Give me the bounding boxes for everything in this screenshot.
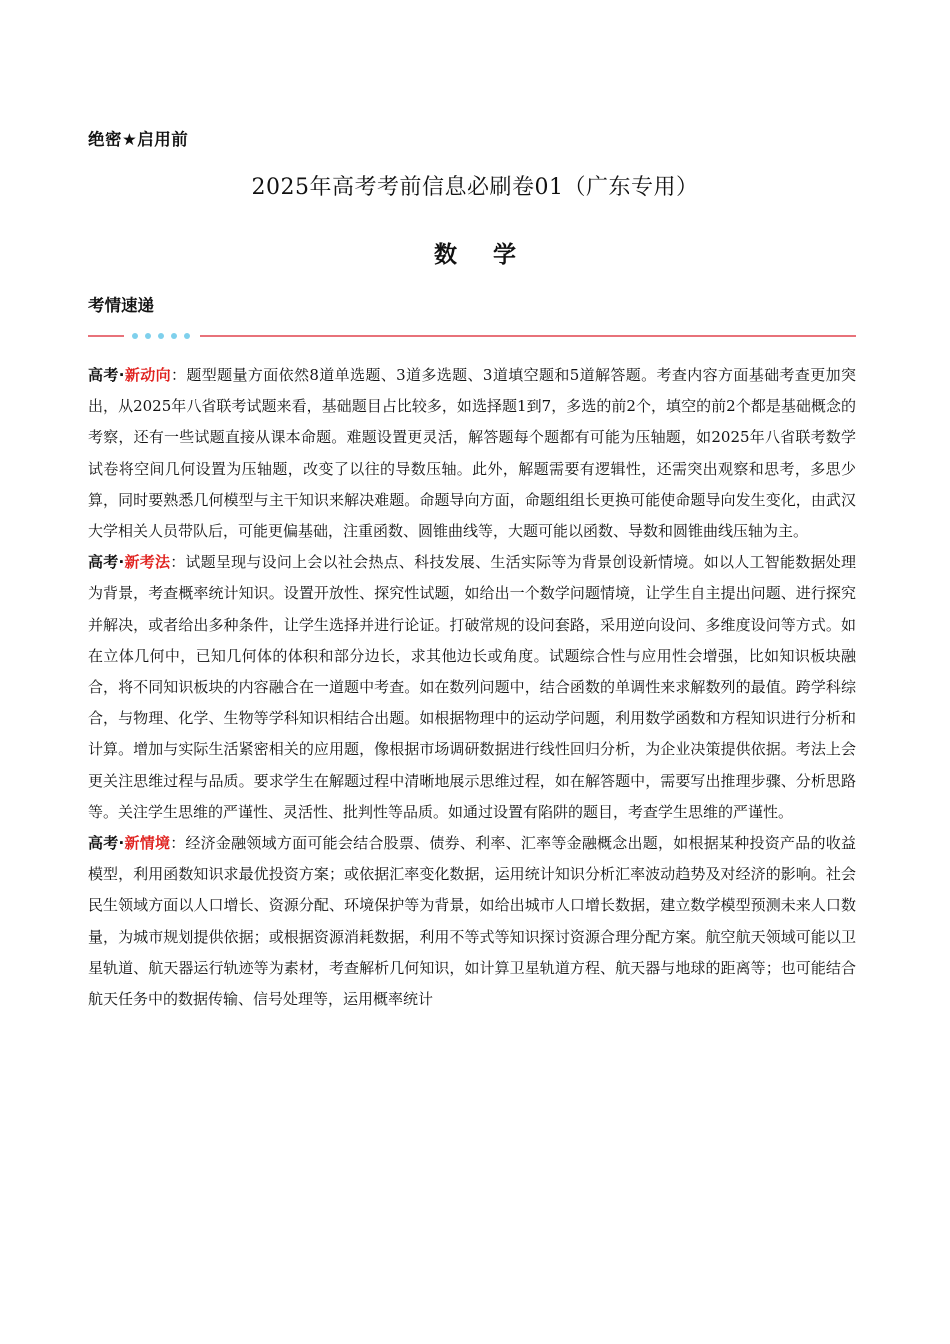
paragraph-label-highlight: 新情境 [124, 834, 171, 853]
paragraph-new-method [88, 547, 856, 828]
paragraph-text: ：试题呈现与设问上会以社会热点、科技发展、生活实际等为背景创设新情境。如以人工智能数据处理为背景，考查概率统计知识。设置开放性、探究性试题，如给出一个数学问题情境，让学生自主提出问题、进行探究并解决，或者给出多种条件，让学生选择并进行论证。打破常规的设问套路，采用逆向设问、多维度设问等方式。如在立体几何中，已知几何体的体积和部分边长，求其他边长或角度。试题综合性与应用性会增强，比如知识板块融合，将不同知识板块的内容融合在一道题中考查。如在数列问题中，结合函数的单调性来求解数列的最值。跨学科综合，与物理、化学、生物等学科知识相结合出题。如根据物理中的运动学问题，利用数学函数和方程知识进行分析和计算。增加与实际生活紧密相关的应用题，像根据市场调研数据进行线性回归分析，为企业决策提供依据。考法上会更关注思维过程与品质。要求学生在解题过程中清晰地展示思维过程，如在解答题中，需要写出推理步骤、分析思路等。关注学生思维的严谨性、灵活性、批判性等品质。如通过设置有陷阱的题目，考查学生思维的严谨性。 [88, 553, 856, 821]
section-heading: 考情速递 [88, 296, 154, 315]
paragraph-text: ：经济金融领域方面可能会结合股票、债券、利率、汇率等金融概念出题，如根据某种投资产品的收益模型，利用函数知识求最优投资方案；或依据汇率变化数据，运用统计知识分析汇率波动趋势及对经济的影响。社会民生领域方面以人口增长、资源分配、环境保护等为背景，如给出城市人口增长数据，建立数学模型预测未来人口数量，为城市规划提供依据；或根据资源消耗数据，利用不等式等知识探讨资源合理分配方案。航空航天领域可能以卫星轨道、航天器运行轨迹等为素材，考查解析几何知识，如计算卫星轨道方程、航天器与地球的距离等；也可能结合航天任务中的数据传输、信号处理等，运用概率统计 [88, 834, 856, 1009]
divider-line-right [200, 335, 856, 337]
subject-title: 数 学 [433, 242, 530, 268]
divider-dot [132, 333, 138, 339]
paragraph-label-highlight: 新动向 [124, 366, 171, 384]
paragraph-label-prefix: 高考· [88, 834, 125, 853]
page-title: 2025年高考考前信息必刷卷01（广东专用） [251, 175, 699, 200]
paragraph-text: ：题型题量方面依然8道单选题、3道多选题、3道填空题和5道解答题。考查内容方面基础考查更加突出，从2025年八省联考试题来看，基础题目占比较多，如选择题1到7，多选的前2个，填空的前2个都是基础概念的考察，还有一些试题直接从课本命题。难题设置更灵活，解答题每个题都有可能为压轴题，如2025年八省联考数学试卷将空间几何设置为压轴题，改变了以往的导数压轴。此外，解题需要有逻辑性，还需突出观察和思考，多思少算，同时要熟悉几何模型与主干知识来解决难题。命题导向方面，命题组组长更换可能使命题导向发生变化，由武汉大学相关人员带队后，可能更偏基础，注重函数、圆锥曲线等，大题可能以函数、导数和圆锥曲线压轴为主。 [88, 366, 856, 541]
divider-dot [184, 333, 190, 339]
section-divider [88, 329, 856, 343]
confidential-notice: 绝密★启用前 [88, 130, 189, 149]
paragraph-new-trend [88, 360, 856, 547]
divider-dot [171, 333, 177, 339]
paragraph-label-prefix: 高考· [88, 553, 125, 572]
paragraph-label-prefix: 高考· [88, 366, 125, 384]
divider-dot [158, 333, 164, 339]
divider-dots [132, 331, 190, 339]
divider-dot [145, 333, 151, 339]
paragraph-new-context [88, 828, 856, 1015]
paragraph-label-highlight: 新考法 [124, 553, 171, 572]
content-body [88, 360, 856, 1015]
divider-line-left [88, 335, 124, 337]
